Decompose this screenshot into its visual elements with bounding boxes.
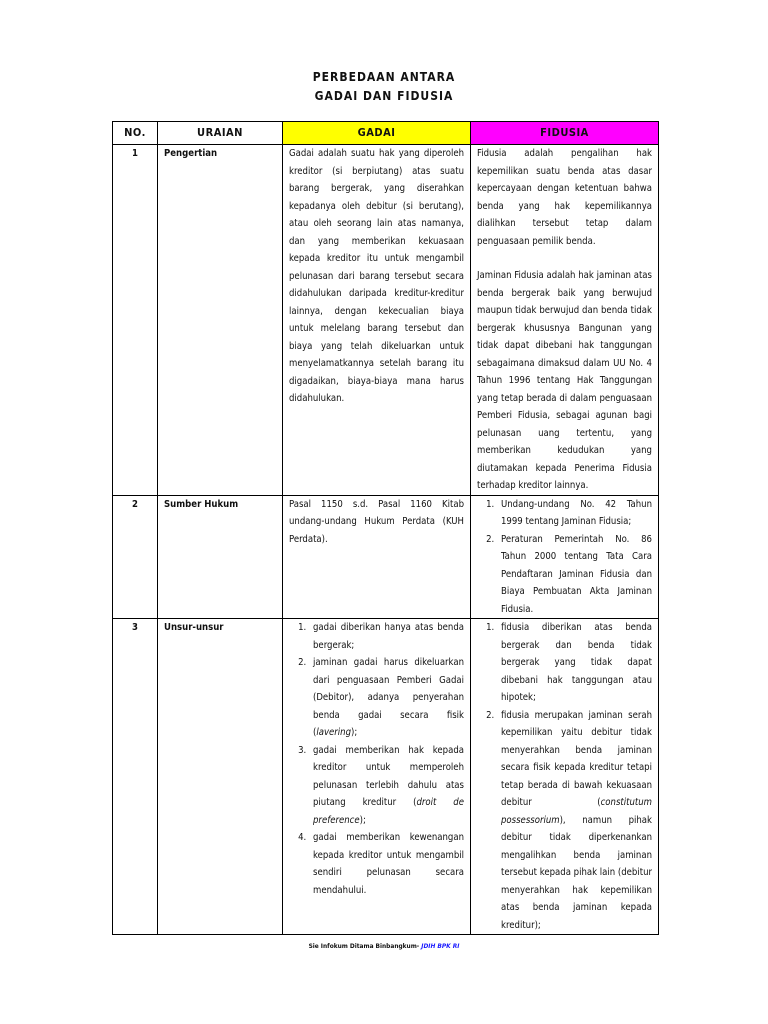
list-item: 2. Peraturan Pemerintah No. 86 Tahun 2000 tentang Tata Cara Pendaftaran Jaminan Fidusia dan Biaya Pembuatan Akta Jaminan Fidusia. [497,531,652,619]
gadai-list [289,619,464,899]
list-item: 2. fidusia merupakan jaminan serah kepemilikan yaitu debitur tidak menyerahkan benda jaminan secara fisik kepada kreditur tetapi tetap berada di bawah kekuasaan debitur (constitutum possessorium), namun pihak debitur tidak diperkenankan mengalihkan benda jaminan tersebut kepada pihak lain (debitur menyerahkan hak kepemilikan atas benda jaminan kepada kreditur); [497,707,652,935]
row-uraian: Unsur-unsur [158,619,283,935]
list-item: 1. fidusia diberikan atas benda bergerak dan benda tidak bergerak yang tidak dapat dibebani hak tanggungan atau hipotek; [497,619,652,707]
fidusia-paragraph: Jaminan Fidusia adalah hak jaminan atas benda bergerak baik yang berwujud maupun tidak berwujud dan benda tidak bergerak khususnya Bangunan yang tidak dapat dibebani hak tanggungan sebagaimana dimaksud dalam UU No. 4 Tahun 1996 tentang Hak Tanggungan yang tetap berada di dalam penguasaan Pemberi Fidusia, sebagai agunan bagi pelunasan uang tertentu, yang memberikan kedudukan yang diutamakan kepada Penerima Fidusia terhadap kreditor lainnya. [477,270,652,491]
header-uraian: URAIAN [158,122,283,145]
table-header-row [113,122,659,145]
footer-link[interactable]: JDIH BPK RI [421,942,460,950]
list-item: 2. jaminan gadai harus dikeluarkan dari penguasaan Pemberi Gadai (Debitor), adanya penyerahan benda gadai secara fisik (lavering); [309,654,464,742]
gadai-cell: Pasal 1150 s.d. Pasal 1160 Kitab undang-undang Hukum Perdata (KUH Perdata). [283,495,471,619]
header-gadai: GADAI [283,122,471,145]
fidusia-cell [471,495,659,619]
row-number: 1 [113,145,158,496]
list-item: 1. gadai diberikan hanya atas benda bergerak; [309,619,464,654]
fidusia-cell [471,619,659,935]
document-title-line1: PERBEDAAN ANTARA [312,70,456,84]
table-row [113,145,659,496]
row-uraian: Pengertian [158,145,283,496]
row-uraian: Sumber Hukum [158,495,283,619]
page-footer [0,942,768,950]
header-no: NO. [113,122,158,145]
footer-text: Sie Infokum Ditama Binbangkum- [308,942,422,950]
fidusia-cell [471,145,659,496]
table-row [113,495,659,619]
list-item: 3. gadai memberikan hak kepada kreditor untuk memperoleh pelunasan terlebih dahulu atas piutang kreditur (droit de preference); [309,742,464,830]
gadai-cell: Gadai adalah suatu hak yang diperoleh kreditor (si berpiutang) atas suatu barang bergerak, yang diserahkan kepadanya oleh debitur (si berutang), atau oleh seorang lain atas namanya, dan yang memberikan kekuasaan kepada kreditor itu untuk mengambil pelunasan dari barang tersebut secara didahulukan daripada kreditur-kreditur lainnya, dengan kekecualian biaya untuk melelang barang tersebut dan biaya yang telah dikeluarkan untuk menyelamatkannya setelah barang itu digadaikan, biaya-biaya mana harus didahulukan. [283,145,471,496]
document-title-line2: GADAI DAN FIDUSIA [314,89,454,103]
gadai-cell [283,619,471,935]
header-fidusia: FIDUSIA [471,122,659,145]
list-item: 4. gadai memberikan kewenangan kepada kreditor untuk mengambil sendiri pelunasan secara mendahului. [309,829,464,899]
row-number: 3 [113,619,158,935]
comparison-table [112,121,659,935]
fidusia-paragraph: Fidusia adalah pengalihan hak kepemilikan suatu benda atas dasar kepercayaan dengan ketentuan bahwa benda yang hak kepemilikannya dialihkan tersebut tetap dalam penguasaan pemilik benda. [477,148,652,247]
table-row [113,619,659,935]
list-item: 1. Undang-undang No. 42 Tahun 1999 tentang Jaminan Fidusia; [497,496,652,531]
fidusia-list [477,619,652,934]
fidusia-list [477,496,652,619]
row-number: 2 [113,495,158,619]
